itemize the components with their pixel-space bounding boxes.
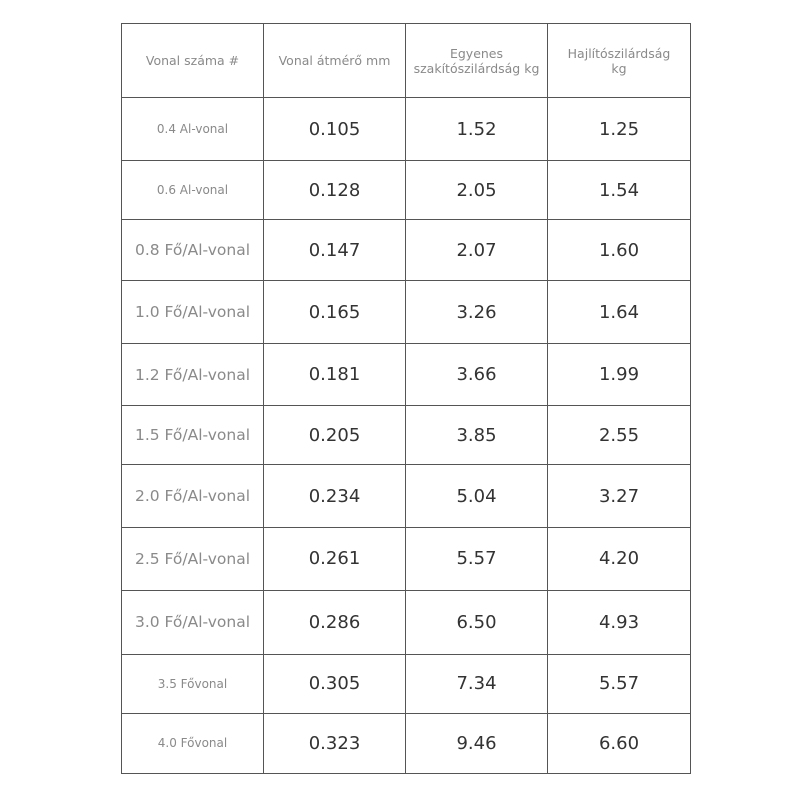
straight-strength-cell: 6.50 (406, 590, 548, 654)
table-row (122, 465, 691, 527)
bend-strength-cell: 2.55 (548, 406, 691, 465)
header-row (122, 24, 691, 98)
diameter-cell: 0.147 (264, 220, 406, 281)
diameter-cell: 0.323 (264, 713, 406, 773)
diameter-cell: 0.305 (264, 654, 406, 713)
bend-strength-cell: 1.64 (548, 281, 691, 344)
bend-strength-cell: 3.27 (548, 465, 691, 527)
line-label: 1.2 Fő/Al-vonal (122, 344, 264, 406)
diameter-cell: 0.105 (264, 98, 406, 161)
line-label: 0.4 Al-vonal (122, 98, 264, 161)
header-line-number: Vonal száma # (122, 24, 264, 98)
header-bend-strength: Hajlítószilárdság kg (548, 24, 691, 98)
straight-strength-cell: 2.05 (406, 161, 548, 220)
diameter-cell: 0.205 (264, 406, 406, 465)
straight-strength-cell: 7.34 (406, 654, 548, 713)
line-label: 1.0 Fő/Al-vonal (122, 281, 264, 344)
table-row (122, 406, 691, 465)
straight-strength-cell: 5.57 (406, 527, 548, 590)
table-row (122, 590, 691, 654)
table-row (122, 281, 691, 344)
header-straight-strength: Egyenes szakítószilárdság kg (406, 24, 548, 98)
table-row (122, 344, 691, 406)
line-label: 3.5 Fővonal (122, 654, 264, 713)
table-row (122, 98, 691, 161)
straight-strength-cell: 1.52 (406, 98, 548, 161)
line-label: 2.5 Fő/Al-vonal (122, 527, 264, 590)
line-label: 0.8 Fő/Al-vonal (122, 220, 264, 281)
diameter-cell: 0.165 (264, 281, 406, 344)
diameter-cell: 0.181 (264, 344, 406, 406)
bend-strength-cell: 1.25 (548, 98, 691, 161)
straight-strength-cell: 3.26 (406, 281, 548, 344)
diameter-cell: 0.128 (264, 161, 406, 220)
bend-strength-cell: 1.54 (548, 161, 691, 220)
straight-strength-cell: 5.04 (406, 465, 548, 527)
bend-strength-cell: 1.99 (548, 344, 691, 406)
bend-strength-cell: 6.60 (548, 713, 691, 773)
straight-strength-cell: 2.07 (406, 220, 548, 281)
straight-strength-cell: 3.85 (406, 406, 548, 465)
bend-strength-cell: 1.60 (548, 220, 691, 281)
table-row (122, 161, 691, 220)
diameter-cell: 0.286 (264, 590, 406, 654)
line-label: 3.0 Fő/Al-vonal (122, 590, 264, 654)
bend-strength-cell: 4.93 (548, 590, 691, 654)
straight-strength-cell: 9.46 (406, 713, 548, 773)
line-label: 4.0 Fővonal (122, 713, 264, 773)
line-label: 0.6 Al-vonal (122, 161, 264, 220)
straight-strength-cell: 3.66 (406, 344, 548, 406)
table-row (122, 713, 691, 773)
table-row (122, 220, 691, 281)
table-row (122, 654, 691, 713)
diameter-cell: 0.234 (264, 465, 406, 527)
header-line-diameter: Vonal átmérő mm (264, 24, 406, 98)
diameter-cell: 0.261 (264, 527, 406, 590)
line-spec-table (121, 23, 691, 774)
table-row (122, 527, 691, 590)
bend-strength-cell: 5.57 (548, 654, 691, 713)
bend-strength-cell: 4.20 (548, 527, 691, 590)
line-label: 1.5 Fő/Al-vonal (122, 406, 264, 465)
line-label: 2.0 Fő/Al-vonal (122, 465, 264, 527)
